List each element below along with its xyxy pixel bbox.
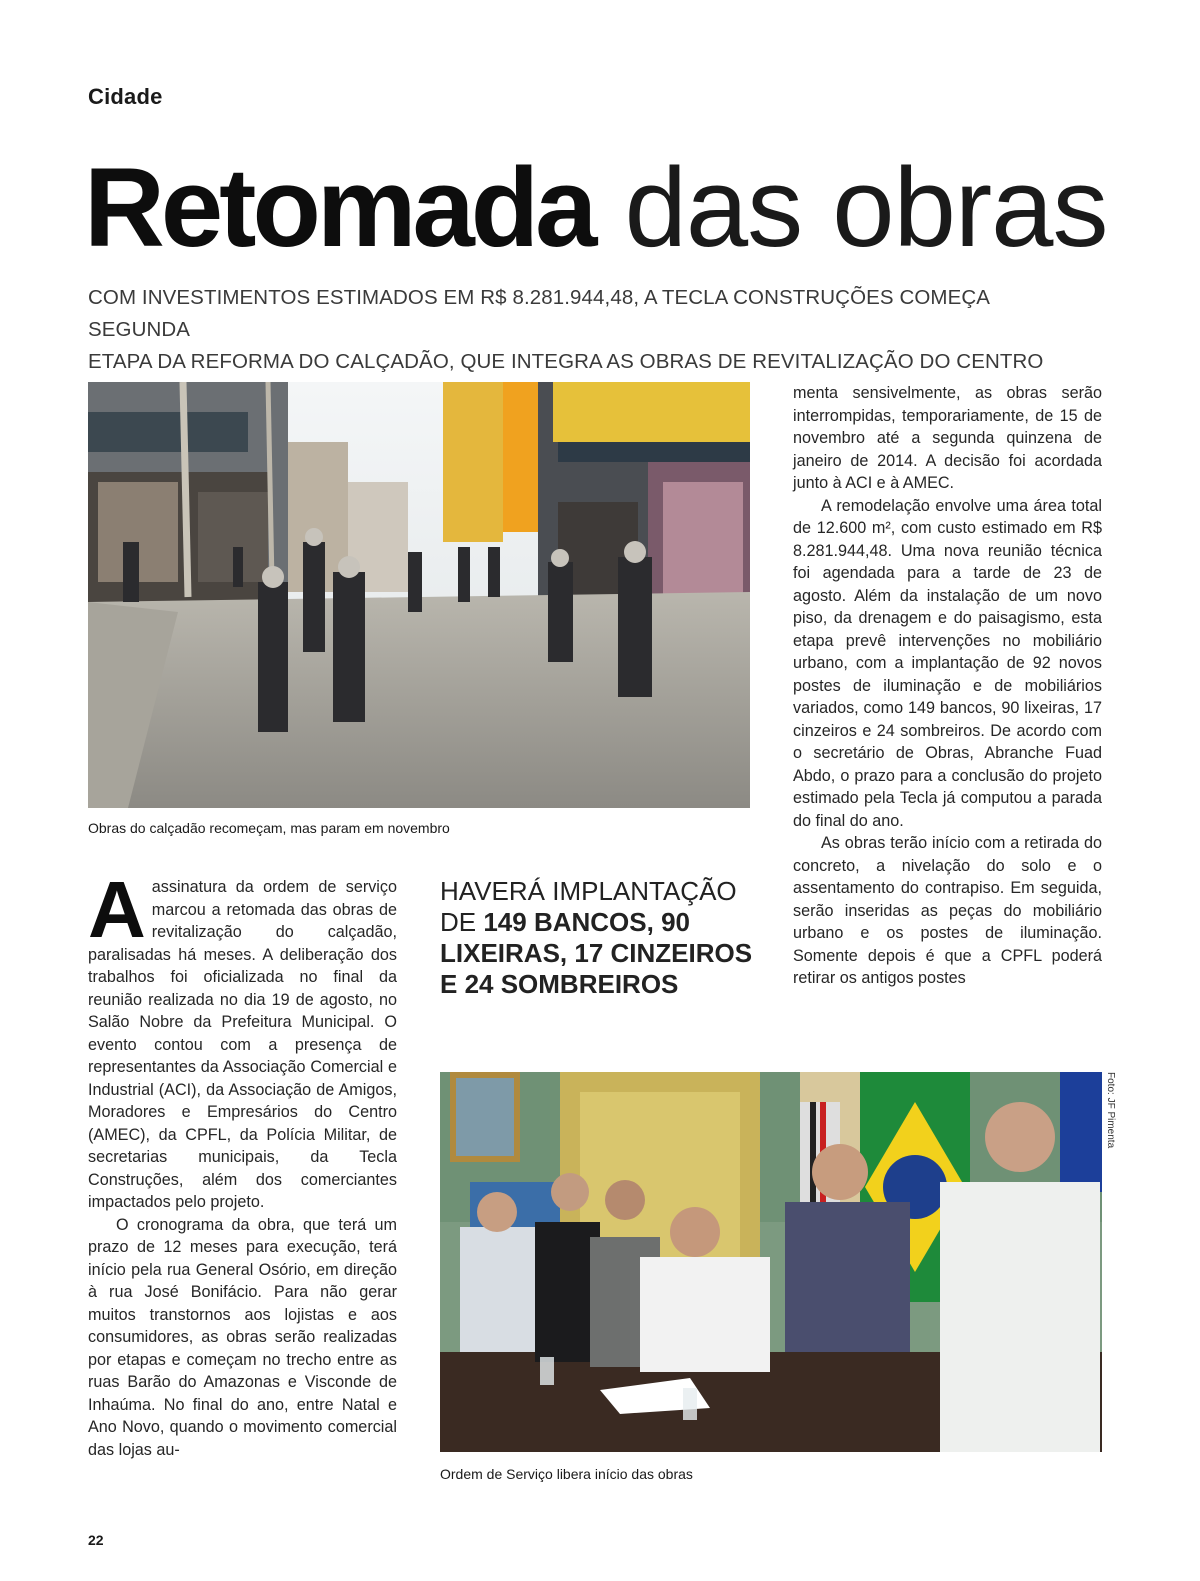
pull-quote-highlight: 149 BANCOS, 90 LIXEIRAS, 17 CINZEIROS E 24 SOMBREIROS	[440, 907, 753, 999]
body-paragraph: menta sensivelmente, as obras serão interrompidas, temporariamente, de 15 de novembro até a segunda quinzena de janeiro de 2014. A decisão foi acordada junto à ACI e à AMEC.	[793, 384, 1102, 492]
street-photo-image	[88, 382, 750, 808]
street-photo-caption: Obras do calçadão recomeçam, mas param em novembro	[88, 820, 450, 836]
page-number: 22	[88, 1532, 104, 1548]
body-paragraph: A remodelação envolve uma área total de 12.600 m², com custo estimado em R$ 8.281.944,48. Uma nova reunião técnica foi agendada para a tarde de 23 de agosto. Além da instalação de um novo piso, da drenagem e do paisagismo, esta etapa prevê intervenções no mobiliário urbano, com a implantação de 92 novos postes de iluminação e de mobiliários variados, como 149 bancos, 90 lixeiras, 17 cinzeiros e 24 sombreiros. De acordo com o secretário de Obras, Abranche Fuad Abdo, o prazo para a conclusão do projeto estimado pela Tecla já computou a parada do final do ano.	[793, 496, 1102, 830]
street-photo	[88, 382, 750, 808]
headline-light: das obras	[624, 145, 1108, 270]
headline	[84, 145, 1124, 270]
pull-quote-lead: HAVERÁ IMPLANTAÇÃO DE	[440, 876, 737, 937]
meeting-photo-caption: Ordem de Serviço libera início das obras	[440, 1466, 693, 1482]
deck-line-2: ETAPA DA REFORMA DO CALÇADÃO, QUE INTEGRA AS OBRAS DE REVITALIZAÇÃO DO CENTRO	[88, 350, 1044, 373]
body-paragraph: As obras terão início com a retirada do concreto, a nivelação do solo e o assentamento do contrapiso. Em seguida, serão inseridas as peças do mobiliário urbano e os postes de iluminação. Somente depois é que a CPFL poderá retirar os antigos postes	[793, 834, 1102, 987]
pull-quote	[440, 876, 760, 1000]
body-column-3	[793, 382, 1102, 990]
drop-cap: A	[88, 865, 146, 954]
body-column-1	[88, 865, 397, 1461]
body-paragraph-text: assinatura da ordem de serviço marcou a retomada das obras de revitalização do calçadão, paralisadas há meses. A deliberação dos trabalhos foi oficializada no final da reunião realizada no dia 19 de agosto, no Salão Nobre da Prefeitura Municipal. O evento contou com a presença de representantes da Associação Comercial e Industrial (ACI), da Associação de Amigos, Moradores e Empresários do Centro (AMEC), da CPFL, da Polícia Militar, de secretarias municipais, da Tecla Construções, além dos comerciantes impactados pelo projeto.	[88, 878, 397, 1211]
deck-line-1: COM INVESTIMENTOS ESTIMADOS EM R$ 8.281.944,48, A TECLA CONSTRUÇÕES COMEÇA SEGUNDA	[88, 286, 989, 341]
photo-credit: Foto: JF Pimenta	[1105, 1072, 1116, 1149]
body-paragraph	[88, 865, 397, 1214]
body-paragraph: O cronograma da obra, que terá um prazo de 12 meses para execução, terá início pela rua General Osório, em direção à rua José Bonifácio. Para não gerar muitos transtornos aos lojistas e aos consumidores, as obras serão realizadas por etapas e começam no trecho entre as ruas Barão do Amazonas e Visconde de Inhaúma. No final do ano, entre Natal e Ano Novo, quando o movimento comercial das lojas au-	[88, 1215, 397, 1459]
meeting-photo-image	[440, 1072, 1102, 1452]
deck	[88, 282, 1048, 378]
headline-bold: Retomada	[84, 145, 594, 270]
section-label: Cidade	[88, 84, 163, 109]
meeting-photo	[440, 1072, 1102, 1452]
